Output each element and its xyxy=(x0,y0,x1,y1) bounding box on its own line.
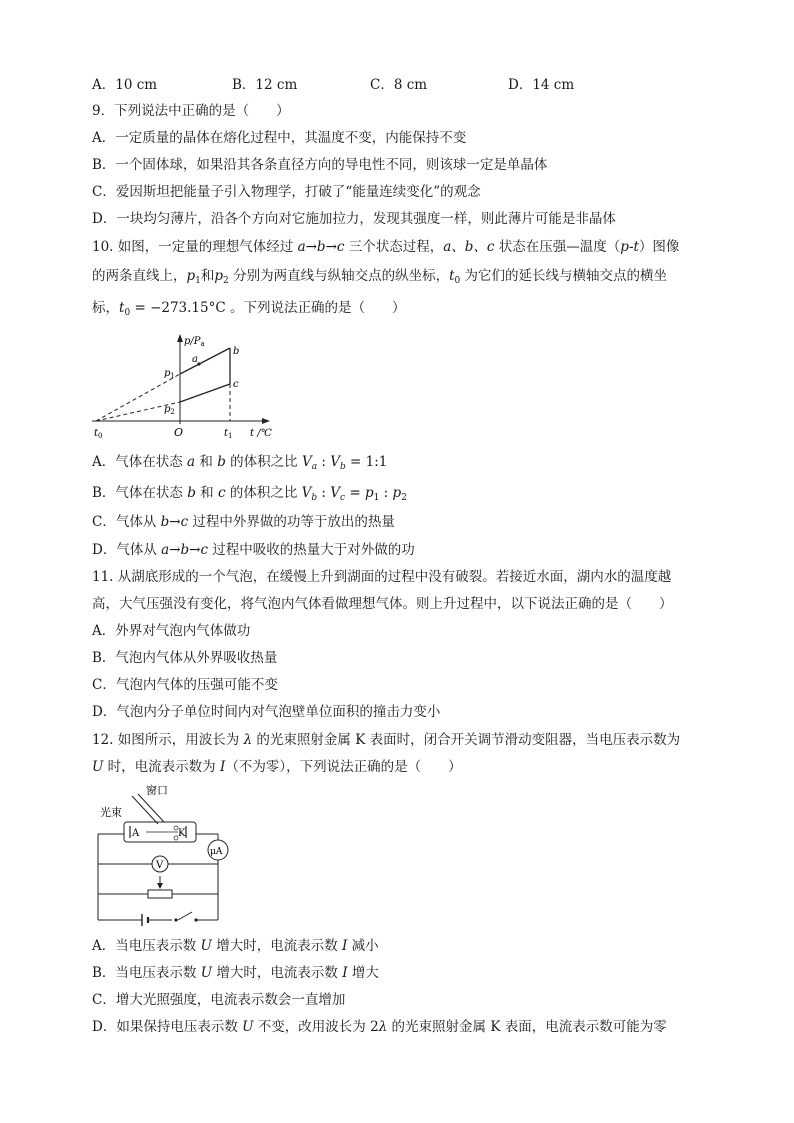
q9-option-d: D．一块均匀薄片，沿各个方向对它施加拉力，发现其强度一样，则此薄片可能是非晶体 xyxy=(92,211,616,227)
beam-label: 光束 xyxy=(100,806,122,819)
q8-option-b: B．12 cm xyxy=(232,77,298,93)
slider-arrow xyxy=(157,883,163,889)
y-axis-arrow xyxy=(177,334,183,342)
q11-option-c: C．气泡内气体的压强可能不变 xyxy=(92,677,278,693)
q9-option-a: A．一定质量的晶体在熔化过程中，其温度不变，内能保持不变 xyxy=(92,130,467,146)
x-axis-label: t /℃ xyxy=(250,428,272,439)
q9-option-c: C．爱因斯坦把能量子引入物理学，打破了“能量连续变化”的观念 xyxy=(92,184,481,200)
q10-stem-line3: 标，$t_0 = -273.15^\circ C$ 。下列说法正确的是（ ） xyxy=(92,300,406,318)
q11-stem-line1: 11. 从湖底形成的一个气泡，在缓慢上升到湖面的过程中没有破裂。若接近水面，湖内水的温度越 xyxy=(92,569,672,585)
q10-stem-line1: 10. 如图，一定量的理想气体经过 a→b→c 三个状态过程，a、b、c 状态在压强—温度（p-t）图像 xyxy=(92,239,680,255)
q9-stem: 9．下列说法中正确的是（ ） xyxy=(92,103,290,119)
t1-label: $t_1$ xyxy=(224,428,233,440)
window-label: 窗口 xyxy=(146,784,168,797)
q12-option-a: A．当电压表示数 U 增大时，电流表示数 I 减小 xyxy=(92,938,379,954)
rheostat xyxy=(148,890,172,898)
q8-options xyxy=(92,74,712,96)
light-beam-1 xyxy=(132,796,158,824)
p2-label: $p_2$ xyxy=(164,404,175,416)
q10-option-c: C．气体从 b→c 过程中外界做的功等于放出的热量 xyxy=(92,514,395,530)
state-c-label: c xyxy=(233,379,239,390)
q12-option-d: D．如果保持电压表示数 U 不变，改用波长为 2λ 的光束照射金属 K 表面，电流表示数可能为零 xyxy=(92,1019,667,1035)
voltmeter-label: V xyxy=(156,860,164,871)
origin-label: O xyxy=(174,426,184,439)
q12-stem-line2: U 时，电流表示数为 I（不为零），下列说法正确的是（ ） xyxy=(92,759,462,775)
q10-option-a: A．气体在状态 a 和 b 的体积之比 $V_a$ : $V_b$ = 1:1 xyxy=(92,454,388,472)
q11-stem-line2: 高，大气压强没有变化，将气泡内气体看做理想气体。则上升过程中，以下说法正确的是（ ） xyxy=(92,596,673,612)
x-axis-arrow xyxy=(262,418,270,424)
q11-option-a: A．外界对气泡内气体做功 xyxy=(92,623,251,639)
q11-option-d: D．气泡内分子单位时间内对气泡壁单位面积的撞击力变小 xyxy=(92,704,441,720)
t0-label: $t_0$ xyxy=(94,428,103,440)
q12-circuit-diagram xyxy=(92,782,242,927)
q10-stem-line2: 的两条直线上，$p_1$和$p_2$ 分别为两直线与纵轴交点的纵坐标，$t_0$ 为它们的延长线与横轴交点的横坐 xyxy=(92,268,668,286)
y-axis-label: $p/P_a$ xyxy=(184,336,205,348)
line-lower xyxy=(180,384,230,402)
microammeter-label: μA xyxy=(210,847,223,857)
anode-label: A xyxy=(132,828,140,839)
cathode-label: K xyxy=(178,828,186,839)
line-upper xyxy=(180,348,230,374)
state-b-label: b xyxy=(233,346,240,357)
state-a-label: a xyxy=(192,354,198,365)
p1-label: $p_1$ xyxy=(164,368,175,380)
q12-stem-line1: 12. 如图所示，用波长为 λ 的光束照射金属 K 表面时，闭合开关调节滑动变阻器，当电压表示数为 xyxy=(92,732,681,748)
q12-option-c: C．增大光照强度，电流表示数会一直增加 xyxy=(92,992,346,1008)
switch xyxy=(178,912,192,920)
light-beam-2 xyxy=(138,794,164,822)
q8-option-a: A．10 cm xyxy=(92,77,158,93)
q12-option-b: B．当电压表示数 U 增大时，电流表示数 I 增大 xyxy=(92,965,379,981)
q10-option-b: B．气体在状态 b 和 c 的体积之比 $V_b$ : $V_c = p_1$ : $p_2$ xyxy=(92,485,407,503)
q10-option-d: D．气体从 a→b→c 过程中吸收的热量大于对外做的功 xyxy=(92,542,415,558)
q10-pt-graph xyxy=(88,326,278,446)
q8-option-d: D．14 cm xyxy=(508,77,575,93)
q8-option-c: C．8 cm xyxy=(370,77,428,93)
q11-option-b: B．气泡内气体从外界吸收热量 xyxy=(92,650,278,666)
q9-option-b: B．一个固体球，如果沿其各条直径方向的导电性不同，则该球一定是单晶体 xyxy=(92,157,548,173)
